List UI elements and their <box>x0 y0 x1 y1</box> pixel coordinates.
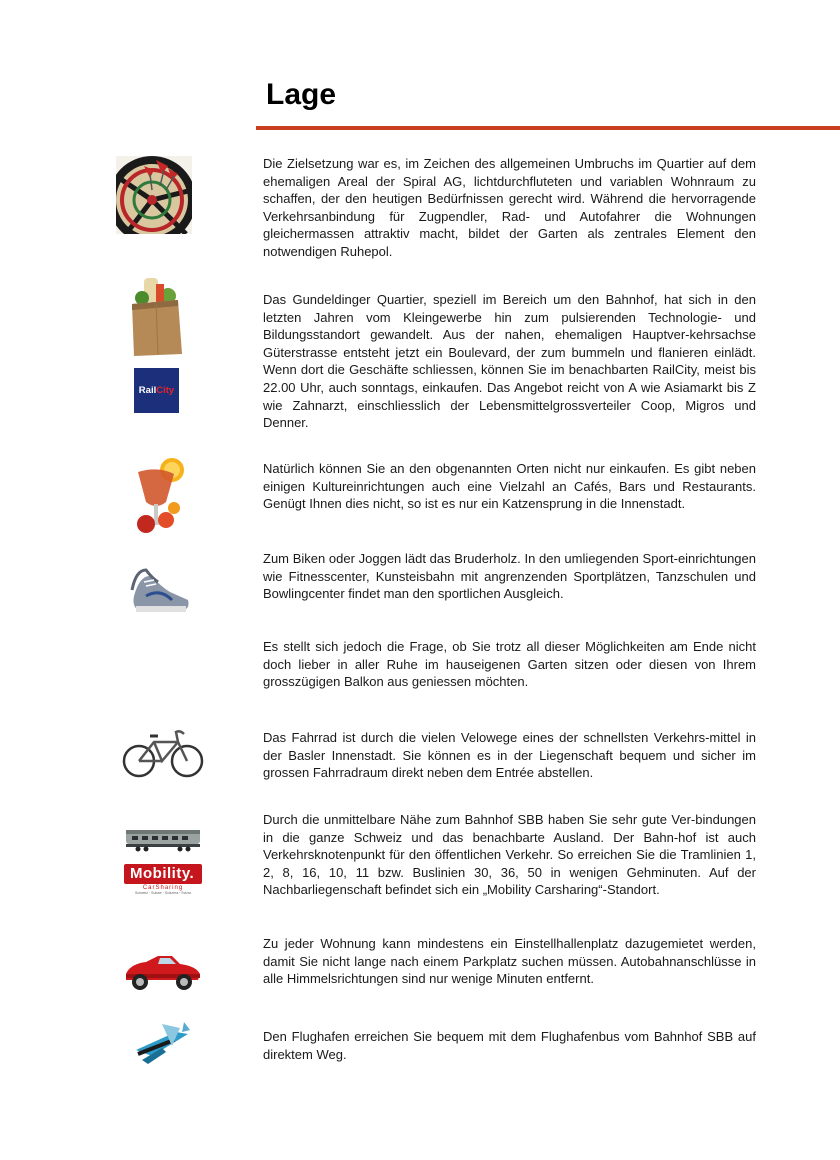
airport-paragraph: Den Flughafen erreichen Sie bequem mit dem Flughafenbus vom Bahnhof SBB auf direktem Weg. <box>263 1029 756 1062</box>
mobility-logo-subtitle: CarSharing <box>142 885 184 891</box>
shopping-paragraph: Das Gundeldinger Quartier, speziell im Bereich um den Bahnhof, hat sich in den letzten Jahren vom Kleingewerbe hin zum pulsierenden Technologie- und Bildungsstandort gewandelt. Aus der nahen, ehemaligen Hauptver-kehrsachse Güterstrasse entsteht jetzt ein Boulevard, der zum bummeln und flanieren einlädt. Wenn dort die Geschäfte schliessen, können Sie im benachbarten RailCity, meist bis 22.00 Uhr, auch sonntags, einkaufen. Das Angebot reicht von A wie Asiamarkt bis Z wie Zahnarzt, einschliesslich der Lebensmittelgrossverteiler Coop, Migros und Denner. <box>263 292 756 431</box>
bicycle-icon <box>122 728 204 780</box>
grocery-bag-icon <box>126 276 186 356</box>
sport-paragraph: Zum Biken oder Joggen lädt das Bruderholz. In den umliegenden Sport-einrichtungen wie Fitnesscenter, Kunsteisbahn mit angrenzenden Sportplätzen, Tanzschulen und Bowlingcenter findet man den sportlichen Ausgleich. <box>263 551 756 602</box>
mobility-logo-text: Mobility. <box>124 864 202 884</box>
airplane-icon <box>132 1020 196 1064</box>
intro-paragraph: Die Zielsetzung war es, im Zeichen des allgemeinen Umbruchs im Quartier auf dem ehemaligen Areal der Spiral AG, lichtdurchfluteten und variablen Wohnraum zu schaffen, der den heutigen Bedürfnissen gerecht wird. Während die hervorragende Verkehrsanbindung für Zugpendler, Rad- und Autofahrer die Wohnungen gleichermassen attraktiv macht, bildet der Garten als zentrales Element den notwendigen Ruhepol. <box>263 156 756 259</box>
bicycle-paragraph: Das Fahrrad ist durch die vielen Velowege eines der schnellsten Verkehrs-mittel in der Basler Innenstadt. Sie können es in der Liegenschaft bequem und sicher im grossen Fahrradraum direkt neben dem Entrée abstellen. <box>263 730 756 781</box>
dartboard-icon <box>116 156 192 234</box>
parking-paragraph: Zu jeder Wohnung kann mindestens ein Einstellhallenplatz dazugemietet werden, damit Sie nicht lange nach einem Parkplatz suchen müssen. Autobahnanschlüsse in alle Himmelsrichtungen sind nur wenige Minuten entfernt. <box>263 936 756 987</box>
cocktail-glass-icon <box>130 456 186 538</box>
mobility-logo-tagline: Schweiz · Suisse · Svizzera · Svizra <box>134 891 191 895</box>
culture-paragraph: Natürlich können Sie an den obgenannten Orten nicht nur einkaufen. Es gibt neben einigen Kultureinrichtungen auch eine Vielzahl an Cafés, Bars und Restaurants. Genügt Ihnen dies nicht, so ist es nur ein Katzensprung in die Innenstadt. <box>263 461 756 512</box>
railcity-logo <box>134 368 179 413</box>
mobility-carsharing-logo <box>124 864 202 902</box>
railcity-logo-text-city: City <box>156 385 175 396</box>
railcity-logo-text-rail: Rail <box>138 385 157 396</box>
page-title: Lage <box>266 78 337 111</box>
title-divider <box>256 126 840 130</box>
sports-car-icon <box>122 948 202 994</box>
running-shoes-icon <box>130 566 192 620</box>
garden-paragraph: Es stellt sich jedoch die Frage, ob Sie trotz all dieser Möglichkeiten am Ende nicht doch lieber in aller Ruhe im hauseigenen Garten sitzen oder diesen von Ihrem grosszügigen Balkon aus geniessen möchten. <box>263 639 756 690</box>
train-car-icon <box>124 826 202 852</box>
public-transport-paragraph: Durch die unmittelbare Nähe zum Bahnhof SBB haben Sie sehr gute Ver-bindungen in die ganze Schweiz und das benachbarte Ausland. Der Bahn-hof ist auch Verkehrsknotenpunkt für den öffentlichen Verkehr. So erreichen Sie die Tramlinien 1, 2, 8, 16, 10, 11 bzw. Buslinien 30, 36, 50 in wenigen Gehminuten. Auf der Nachbarliegenschaft befindet sich ein „Mobility Carsharing“-Standort. <box>263 812 756 898</box>
